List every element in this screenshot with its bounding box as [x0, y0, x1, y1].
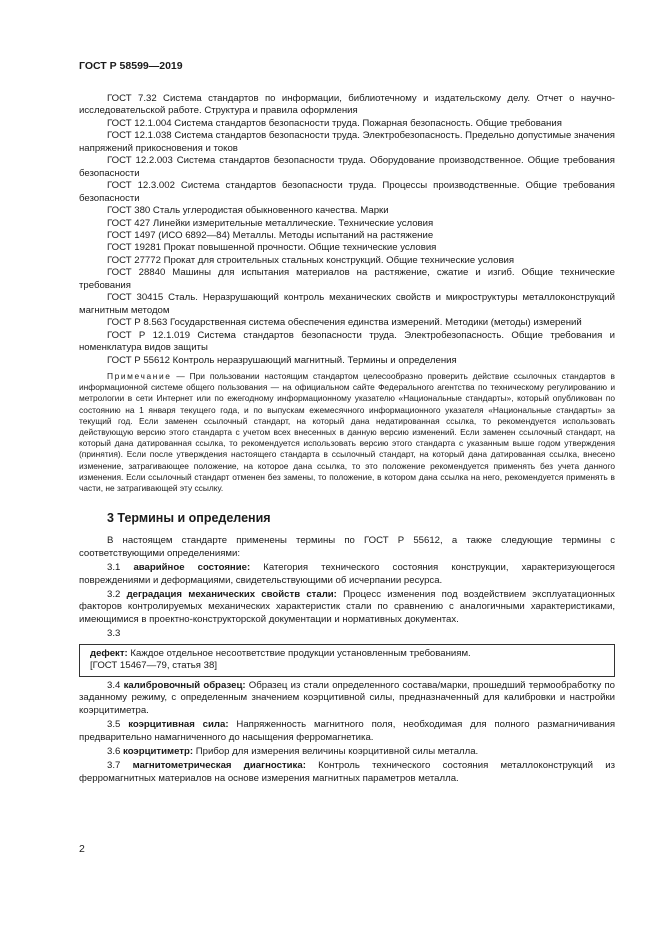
reference-item: ГОСТ 12.3.002 Система стандартов безопасности труда. Процессы производственные. Общие требования безопасности: [79, 180, 615, 204]
document-header: ГОСТ Р 58599—2019: [79, 60, 183, 72]
term-name: магнитометрическая диагностика:: [132, 760, 306, 772]
term-definition: Категория технического состояния конструкции, характеризующегося повреждениями и деформациями, свидетельствующими об исчерпании ресурса.: [79, 562, 615, 586]
term-number: 3.7: [107, 760, 121, 772]
term-definition: Каждое отдельное несоответствие продукции установленным требованиям.: [127, 647, 471, 659]
term-name: коэрцитиметр:: [123, 746, 194, 757]
term-name: калибровочный образец:: [123, 679, 246, 691]
term-number: 3.5: [107, 719, 121, 731]
reference-item: ГОСТ 28840 Машины для испытания материалов на растяжение, сжатие и изгиб. Общие технические требования: [79, 267, 615, 291]
term-number: 3.1: [107, 562, 121, 574]
boxed-term: [79, 644, 615, 677]
term-name: коэрцитивная сила:: [128, 719, 229, 731]
term-number: 3.6: [107, 746, 121, 757]
term-number: 3.2: [107, 589, 121, 601]
term-entry: [79, 719, 615, 744]
term-entry: [79, 680, 615, 717]
term-name: деградация механических свойств стали:: [126, 589, 337, 601]
reference-item: ГОСТ 12.2.003 Система стандартов безопасности труда. Оборудование производственное. Общие требования безопасности: [79, 155, 615, 179]
term-definition: Прибор для измерения величины коэрцитивной силы металла.: [193, 746, 479, 757]
reference-item: ГОСТ 7.32 Система стандартов по информации, библиотечному и издательскому делу. Отчет о научно-исследовательской работе. Структура и правила оформления: [79, 93, 615, 117]
reference-item: ГОСТ 27772 Прокат для строительных стальных конструкций. Общие технические условия: [107, 254, 515, 266]
reference-item: ГОСТ 427 Линейки измерительные металлические. Технические условия: [107, 217, 434, 229]
term-entry: [79, 746, 615, 758]
document-body: [79, 93, 615, 785]
term-entry: [79, 760, 615, 785]
term-entry: [79, 562, 615, 587]
note-paragraph: [79, 371, 615, 494]
term-name: дефект:: [90, 647, 128, 659]
boxed-term-source: [ГОСТ 15467—79, статья 38]: [90, 660, 217, 672]
boxed-term-definition: [90, 648, 608, 660]
term-number: 3.4: [107, 679, 121, 691]
reference-item: ГОСТ 380 Сталь углеродистая обыкновенного качества. Марки: [107, 205, 389, 217]
reference-item: ГОСТ 30415 Сталь. Неразрушающий контроль механических свойств и микроструктуры металлоконструкций магнитным методом: [79, 292, 615, 316]
note-label: Примечание: [107, 370, 172, 381]
reference-item: ГОСТ 12.1.004 Система стандартов безопасности труда. Пожарная безопасность. Общие требования: [107, 117, 562, 129]
page-number: 2: [79, 843, 85, 855]
term-definition: Образец из стали определенного состава/марки, прошедший термообработку по заданному режиму, с определенным значением коэрцитивной силы, предназначенный для калибровки и настройки коэрцитиметра.: [79, 679, 615, 716]
reference-item: ГОСТ 1497 (ИСО 6892—84) Металлы. Методы испытаний на растяжение: [107, 229, 434, 241]
reference-item: ГОСТ 19281 Прокат повышенной прочности. Общие технические условия: [107, 242, 437, 254]
term-entry: [79, 589, 615, 626]
note-text: — При пользовании настоящим стандартом целесообразно проверить действие ссылочных стандартов в информационной системе общего пользования — на официальном сайте Федерального агентства по техническому регулированию и метрологии в сети Интернет или по ежегодному информационному указателю «Национальные стандарты», который опубликован по состоянию на 1 января текущего года, и по выпускам ежемесячного информационного указателя «Национальные стандарты» за текущий год. Если заменен ссылочный стандарт, на который дана недатированная ссылка, то рекомендуется использовать действующую версию этого стандарта с учетом всех внесенных в данную версию изменений. Если заменен ссылочный стандарт, на который дана датированная ссылка, то рекомендуется использовать версию этого стандарта с указанным выше годом утверждения (принятия). Если после утверждения настоящего стандарта в ссылочный стандарт, на который дана датированная ссылка, внесено изменение, затрагивающее положение, на которое дана ссылка, то это положение рекомендуется применять без учета данного изменения. Если ссылочный стандарт отменен без замены, то положение, в котором дана ссылка на него, рекомендуется применять в части, не затрагивающей эту ссылку.: [79, 370, 615, 493]
term-definition: Процесс изменения под воздействием эксплуатационных факторов контролируемых механических характеристик стали по сравнению с аналогичными характеристиками, имеющимися в проектно-конструкторской документации и нормативных документах.: [79, 589, 615, 625]
reference-item: ГОСТ Р 8.563 Государственная система обеспечения единства измерений. Методики (методы) измерений: [107, 317, 582, 329]
section-intro: В настоящем стандарте применены термины по ГОСТ Р 55612, а также следующие термины с соответствующими определениями:: [79, 535, 615, 559]
reference-item: ГОСТ Р 12.1.019 Система стандартов безопасности труда. Электробезопасность. Общие требования и номенклатура видов защиты: [79, 329, 615, 354]
reference-item: ГОСТ Р 55612 Контроль неразрушающий магнитный. Термины и определения: [107, 354, 457, 366]
references-list: [79, 93, 615, 367]
reference-item: ГОСТ 12.1.038 Система стандартов безопасности труда. Электробезопасность. Предельно допустимые значения напряжений прикосновения и токов: [79, 130, 615, 154]
term-definition: Напряженность магнитного поля, необходимая для полного размагничивания предварительно намагниченного до насыщения ферромагнетика.: [79, 719, 616, 743]
term-definition: Контроль технического состояния металлоконструкций из ферромагнитных материалов на основе измерения магнитных параметров металла.: [79, 760, 615, 784]
term-name: аварийное состояние:: [133, 562, 251, 574]
section-title: 3 Термины и определения: [107, 511, 271, 526]
term-number-boxed: 3.3: [107, 628, 121, 640]
